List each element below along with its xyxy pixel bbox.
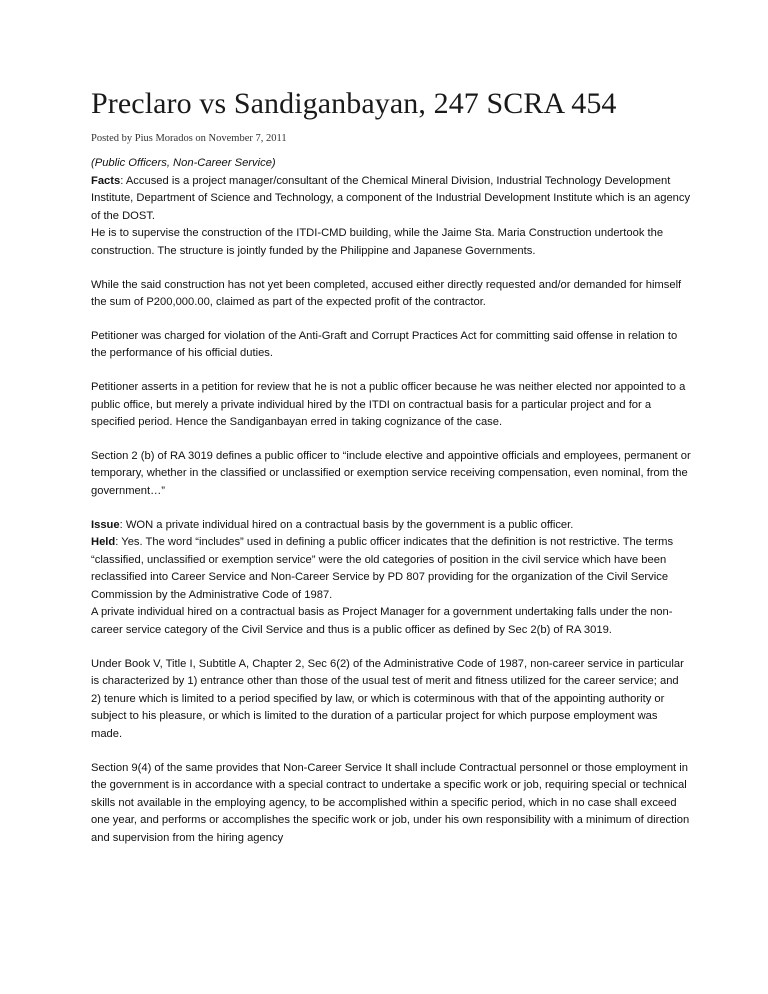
document-page (91, 86, 691, 848)
document-body (91, 155, 691, 848)
section-2-paragraph: Section 2 (b) of RA 3019 defines a public officer to “include elective and appointive officials and employees, permanent or temporary, whether in the classified or unclassified or exemption service receiving compensation, even nominal, from the government…” (91, 449, 691, 497)
book-v-paragraph: Under Book V, Title I, Subtitle A, Chapter 2, Sec 6(2) of the Administrative Code of 1987, non-career service in particular is characterized by 1) entrance other than those of the usual test of merit and fitness utilized for the career service; and 2) tenure which is limited to a period specified by law, or which is coterminous with that of the appointing authority or subject to his pleasure, or which is limited to the duration of a particular project for which purpose employment was made. (91, 657, 684, 741)
facts-paragraph (91, 173, 691, 226)
held-text: : Yes. The word “includes” used in defining a public officer indicates that the definition is not restrictive. The terms “classified, unclassified or exemption service” were the old categories of position in the civil service which have been reclassified into Career Service and Non-Career Service by PD 807 providing for the organization of the Civil Service Commission by the Administrative Code of 1987. (91, 536, 674, 601)
held-paragraph (91, 534, 691, 604)
facts-label: Facts (91, 174, 121, 187)
section-9-paragraph: Section 9(4) of the same provides that Non-Career Service It shall include Contractual personnel or those employment in the government is in accordance with a special contract to undertake a specific work or job, requiring special or technical skills not available in the employing agency, to be accomplished within a specific period, which in no case shall exceed one year, and performs or accomplishes the specific work or job, under his own responsibility with a minimum of direction and supervision from the hiring agency (91, 761, 690, 844)
facts-paragraph-2: He is to supervise the construction of the ITDI-CMD building, while the Jaime Sta. Maria Construction undertook the construction. The structure is jointly funded by the Philippine and Japanese Governments. (91, 227, 664, 257)
issue-paragraph (91, 517, 691, 535)
post-byline: Posted by Pius Morados on November 7, 2011 (91, 133, 287, 144)
case-category: (Public Officers, Non-Career Service) (91, 157, 276, 169)
asserts-paragraph: Petitioner asserts in a petition for review that he is not a public officer because he was neither elected nor appointed to a public office, but merely a private individual hired by the ITDI on contractual basis for a particular project and for a specified period. Hence the Sandiganbayan erred in taking cognizance of the case. (91, 380, 686, 429)
facts-text: : Accused is a project manager/consultant of the Chemical Mineral Division, Industrial Technology Development Institute, Department of Science and Technology, a component of the Industrial Development Institute which is an agency of the DOST. (91, 174, 691, 222)
issue-text: : WON a private individual hired on a contractual basis by the government is a public officer. (119, 518, 574, 531)
held-label: Held (91, 536, 116, 549)
page-title: Preclaro vs Sandiganbayan, 247 SCRA 454 (91, 87, 617, 120)
issue-label: Issue (91, 518, 120, 531)
held-paragraph-2: A private individual hired on a contractual basis as Project Manager for a government undertaking falls under the non-career service category of the Civil Service and thus is a public officer as defined by Sec 2(b) of RA 3019. (91, 606, 673, 637)
construction-paragraph: While the said construction has not yet been completed, accused either directly requested and/or demanded for himself the sum of P200,000.00, claimed as part of the expected profit of the contractor. (91, 278, 682, 309)
charged-paragraph: Petitioner was charged for violation of the Anti-Graft and Corrupt Practices Act for committing said offense in relation to the performance of his official duties. (91, 329, 678, 360)
